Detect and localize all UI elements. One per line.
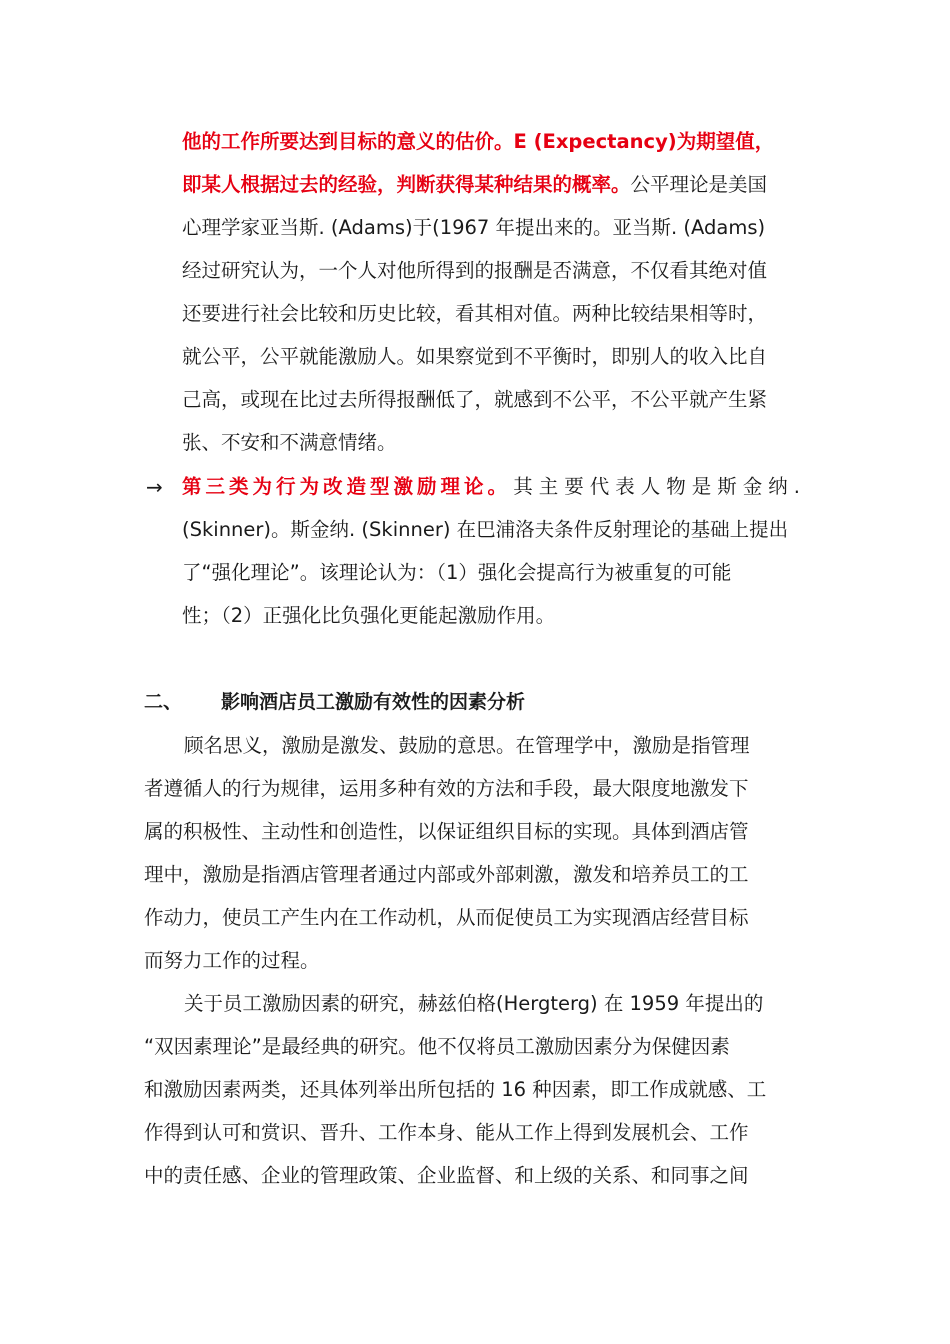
para1-line-8: 张、不安和不满意情绪。 (182, 431, 397, 454)
para2-line-5: 作动力，使员工产生内在工作动机，从而促使员工为实现酒店经营目标 (144, 906, 749, 929)
para3-line-1: 关于员工激励因素的研究，赫兹伯格(Hergterg) 在 1959 年提出的 (184, 992, 764, 1015)
para3-line-2: “双因素理论”是最经典的研究。他不仅将员工激励因素分为保健因素 (144, 1035, 730, 1058)
para2-line-4: 理中，激励是指酒店管理者通过内部或外部刺激，激发和培养员工的工 (144, 863, 749, 886)
para1-line-7: 己高，或现在比过去所得报酬低了，就感到不公平，不公平就产生紧 (182, 388, 768, 411)
para1-line-6: 就公平，公平就能激励人。如果察觉到不平衡时，即别人的收入比自 (182, 345, 768, 368)
para1-line-2-black: 公平理论是美国 (630, 173, 768, 196)
bullet-line-1 (182, 475, 806, 499)
para1-line-1: 他的工作所要达到目标的意义的估价。E (Expectancy)为期望值， (182, 130, 775, 153)
para1-line-4: 经过研究认为，一个人对他所得到的报酬是否满意，不仅看其绝对值 (182, 259, 768, 282)
bullet-line-4: 性；（2）正强化比负强化更能起激励作用。 (182, 604, 556, 627)
bullet-line-2: (Skinner)。斯金纳. (Skinner) 在巴浦洛夫条件反射理论的基础上提出 (182, 518, 789, 541)
para3-line-3: 和激励因素两类，还具体列举出所包括的 16 种因素，即工作成就感、工 (144, 1078, 767, 1101)
para2-line-3: 属的积极性、主动性和创造性，以保证组织目标的实现。具体到酒店管 (144, 820, 749, 843)
para2-line-6: 而努力工作的过程。 (144, 949, 320, 972)
bullet-line-1-red: 第三类为行为改造型激励理论。 (182, 475, 512, 498)
para1-line-5: 还要进行社会比较和历史比较，看其相对值。两种比较结果相等时， (182, 302, 768, 325)
arrow-bullet-icon: → (146, 475, 163, 499)
bullet-line-1-black: 其主要代表人物是斯金纳. (513, 475, 806, 498)
para2-line-1: 顾名思义，激励是激发、鼓励的意思。在管理学中，激励是指管理 (184, 734, 750, 757)
section-number: 二、 (144, 691, 183, 713)
para1-line-3: 心理学家亚当斯. (Adams)于(1967 年提出来的。亚当斯. (Adams) (182, 216, 766, 239)
para3-line-5: 中的责任感、企业的管理政策、企业监督、和上级的关系、和同事之间 (144, 1164, 749, 1187)
para1-line-2 (182, 173, 767, 197)
para3-line-4: 作得到认可和赏识、晋升、工作本身、能从工作上得到发展机会、工作 (144, 1121, 749, 1144)
bullet-line-3: 了“强化理论”。该理论认为：（1）强化会提高行为被重复的可能 (182, 561, 732, 584)
section-title: 影响酒店员工激励有效性的因素分析 (221, 691, 526, 713)
para1-line-2-red: 即某人根据过去的经验，判断获得某种结果的概率。 (182, 173, 631, 196)
para2-line-2: 者遵循人的行为规律，运用多种有效的方法和手段，最大限度地激发下 (144, 777, 749, 800)
